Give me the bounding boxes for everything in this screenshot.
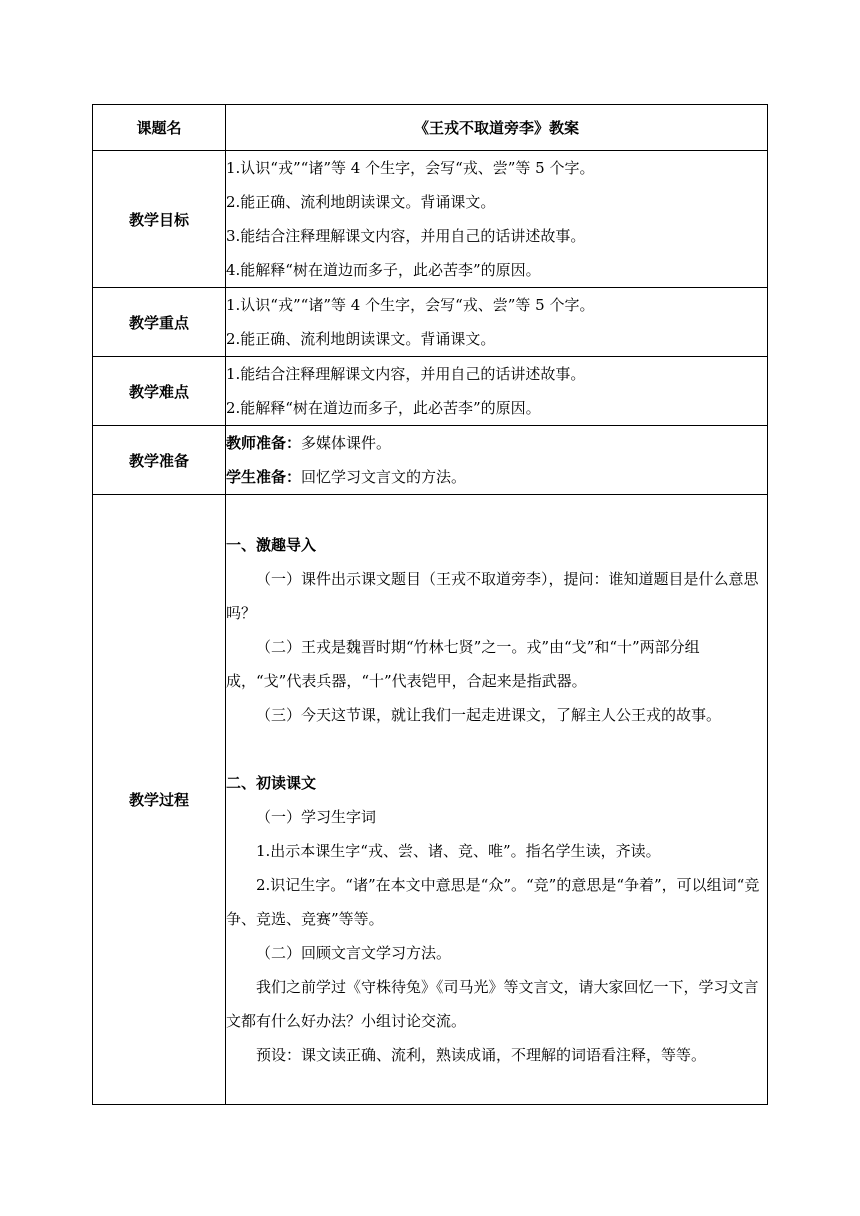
student-preparation-lead: 学生准备： [226, 468, 302, 486]
process-content [226, 495, 768, 1105]
student-preparation-text: 回忆学习文言文的方法。 [301, 468, 467, 486]
difficulty-item: 2.能解释“树在道边而多子，此必苦李”的原因。 [226, 399, 541, 417]
difficulties-row [93, 357, 768, 426]
key-point-item: 1.认识“戎”“诸”等 4 个生字，会写“戎、尝”等 5 个字。 [226, 296, 595, 314]
section-1-paragraph: （三）今天这节课，就让我们一起走进课文，了解主人公王戎的故事。 [256, 705, 722, 724]
goal-item: 3.能结合注释理解课文内容，并用自己的话讲述故事。 [226, 227, 586, 245]
lesson-plan-table [92, 104, 768, 1105]
section-2-paragraph: 2.识记生字。“诸”在本文中意思是“众”。“竞”的意思是“争着”，可以组词“竞争、竞选、竞赛”等等。 [226, 875, 760, 928]
section-2-paragraph: 我们之前学过《守株待兔》《司马光》等文言文，请大家回忆一下，学习文言文都有什么好办法？小组讨论交流。 [226, 977, 759, 1030]
section-2-paragraph: 预设：课文读正确、流利，熟读成诵，不理解的词语看注释，等等。 [256, 1045, 707, 1064]
section-1-paragraph: （一）课件出示课文题目（王戎不取道旁李），提问：谁知道题目是什么意思吗？ [226, 569, 759, 622]
preparation-label: 教学准备 [93, 426, 226, 495]
topic-row [93, 105, 768, 151]
goals-label: 教学目标 [93, 151, 226, 288]
section-2-title: 二、初读课文 [226, 773, 317, 792]
key-points-content [226, 288, 768, 357]
process-row [93, 495, 768, 1105]
difficulties-label: 教学难点 [93, 357, 226, 426]
teacher-preparation [226, 426, 767, 460]
topic-label: 课题名 [93, 105, 226, 151]
key-points-row [93, 288, 768, 357]
section-2-subheading: （二）回顾文言文学习方法。 [256, 943, 452, 962]
section-1-title: 一、激趣导入 [226, 535, 317, 554]
teacher-preparation-text: 多媒体课件。 [301, 434, 392, 452]
section-2-subheading: （一）学习生字词 [256, 807, 377, 826]
goal-item: 2.能正确、流利地朗读课文。背诵课文。 [226, 193, 496, 211]
blank-line [226, 732, 767, 766]
teacher-preparation-lead: 教师准备： [226, 434, 302, 452]
key-points-label: 教学重点 [93, 288, 226, 357]
section-1-paragraph: （二）王戎是魏晋时期“竹林七贤”之一。戎”由“戈”和“十”两部分组成，“戈”代表兵器，“十”代表铠甲，合起来是指武器。 [226, 637, 700, 690]
goal-item: 1.认识“戎”“诸”等 4 个生字，会写“戎、尝”等 5 个字。 [226, 159, 595, 177]
section-2-paragraph: 1.出示本课生字“戎、尝、诸、竞、唯”。指名学生读，齐读。 [256, 841, 661, 860]
key-point-item: 2.能正确、流利地朗读课文。背诵课文。 [226, 330, 496, 348]
preparation-row [93, 426, 768, 495]
goals-content [226, 151, 768, 288]
goal-item: 4.能解释“树在道边而多子，此必苦李”的原因。 [226, 261, 541, 279]
student-preparation [226, 460, 767, 494]
topic-value: 《王戎不取道旁李》教案 [226, 105, 768, 151]
difficulty-item: 1.能结合注释理解课文内容，并用自己的话讲述故事。 [226, 365, 586, 383]
difficulties-content [226, 357, 768, 426]
preparation-content [226, 426, 768, 495]
goals-row [93, 151, 768, 288]
process-label: 教学过程 [93, 495, 226, 1105]
